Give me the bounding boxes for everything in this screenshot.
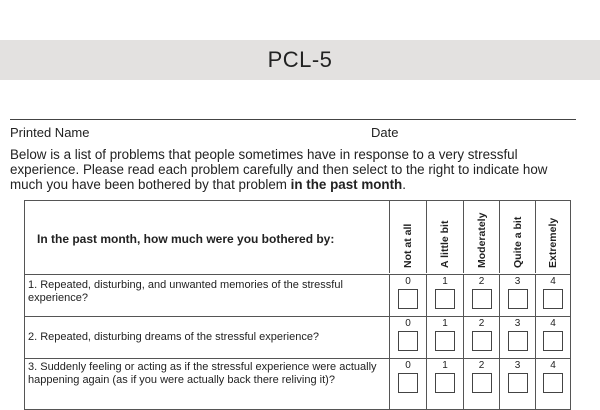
table-row <box>25 275 570 317</box>
scale-value: 2 <box>478 276 485 287</box>
printed-name-label: Printed Name <box>10 125 90 140</box>
response-cell <box>463 275 499 316</box>
response-cell <box>535 317 570 358</box>
response-checkbox[interactable] <box>508 373 528 393</box>
response-checkbox[interactable] <box>543 331 563 351</box>
response-checkbox[interactable] <box>472 373 492 393</box>
scale-value: 0 <box>405 360 411 371</box>
response-checkbox[interactable] <box>435 331 455 351</box>
scale-value: 0 <box>405 318 411 329</box>
instructions <box>10 147 580 192</box>
scale-label: Moderately <box>475 212 488 268</box>
response-checkbox[interactable] <box>508 289 528 309</box>
response-checkbox[interactable] <box>435 373 455 393</box>
scale-value: 2 <box>478 360 485 371</box>
response-cell <box>389 317 426 358</box>
scale-label: Quite a bit <box>511 216 524 268</box>
table-header <box>25 201 570 275</box>
response-cell <box>389 359 426 410</box>
response-cell <box>499 275 535 316</box>
response-cell <box>463 317 499 358</box>
questionnaire-table <box>24 200 571 410</box>
response-cell <box>499 317 535 358</box>
scale-header-0 <box>389 201 426 273</box>
scale-value: 1 <box>442 276 448 287</box>
instructions-end: . <box>402 177 406 192</box>
scale-value: 4 <box>550 318 556 329</box>
table-row <box>25 359 570 410</box>
scale-label: Not at all <box>402 223 414 268</box>
response-cell <box>499 359 535 410</box>
response-cell <box>426 317 463 358</box>
table-row <box>25 317 570 359</box>
scale-value: 3 <box>514 360 521 371</box>
instructions-text: Below is a list of problems that people sometimes have in response to a very stressful experience. Please read each problem carefully and then select to the right to indicate how much you have been bothered by that problem <box>10 147 548 192</box>
response-checkbox[interactable] <box>398 373 418 393</box>
response-checkbox[interactable] <box>398 331 418 351</box>
response-cell <box>426 275 463 316</box>
response-checkbox[interactable] <box>472 331 492 351</box>
scale-value: 2 <box>478 318 485 329</box>
scale-label: A little bit <box>439 220 451 268</box>
scale-value: 1 <box>442 360 448 371</box>
scale-header-2 <box>463 201 499 273</box>
response-cell <box>535 275 570 316</box>
instructions-emphasis: in the past month <box>290 177 403 192</box>
response-checkbox[interactable] <box>435 289 455 309</box>
question-header: In the past month, how much were you bothered by: <box>37 232 335 246</box>
scale-value: 4 <box>550 360 556 371</box>
item-text: 3. Suddenly feeling or acting as if the stressful experience were actually happening again (as if you were actually back there reliving it)? <box>28 361 377 386</box>
response-cell <box>389 275 426 316</box>
scale-value: 4 <box>550 276 556 287</box>
scale-value: 0 <box>405 276 411 287</box>
response-checkbox[interactable] <box>472 289 492 309</box>
scale-label: Extremely <box>547 217 559 268</box>
scale-header-3 <box>499 201 535 273</box>
response-cell <box>426 359 463 410</box>
response-checkbox[interactable] <box>508 331 528 351</box>
response-checkbox[interactable] <box>543 373 563 393</box>
response-checkbox[interactable] <box>543 289 563 309</box>
scale-header-4 <box>535 201 570 273</box>
item-text: 2. Repeated, disturbing dreams of the stressful experience? <box>28 331 320 343</box>
scale-value: 1 <box>442 318 448 329</box>
title-band <box>0 40 600 80</box>
response-cell <box>535 359 570 410</box>
date-label: Date <box>371 125 399 140</box>
response-cell <box>463 359 499 410</box>
signature-line <box>10 119 576 120</box>
response-checkbox[interactable] <box>398 289 418 309</box>
item-text: 1. Repeated, disturbing, and unwanted memories of the stressful experience? <box>28 279 343 304</box>
scale-value: 3 <box>514 318 521 329</box>
form-title: PCL-5 <box>267 47 333 72</box>
scale-value: 3 <box>514 276 521 287</box>
scale-header-1 <box>426 201 463 273</box>
